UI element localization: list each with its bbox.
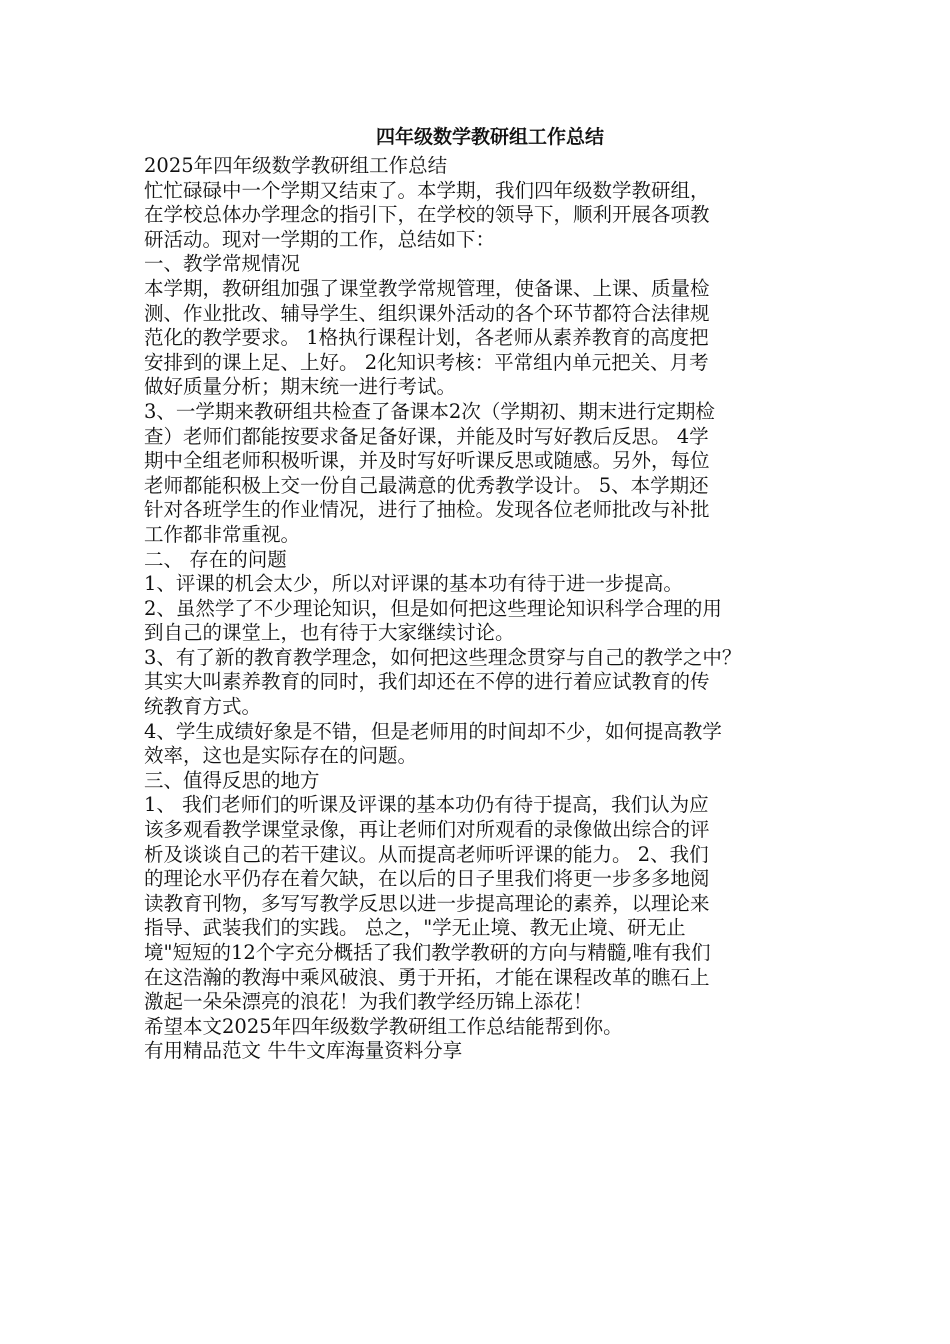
body-line: 工作都非常重视。 [144,522,301,546]
body-line: 在这浩瀚的教海中乘风破浪、勇于开拓，才能在课程改革的瞧石上 [144,965,710,989]
body-line: 2、虽然学了不少理论知识，但是如何把这些理论知识科学合理的用 [144,596,722,620]
body-line: 析及谈谈自己的若干建议。从而提高老师听评课的能力。 2、我们 [144,842,709,866]
body-line: 老师都能积极上交一份自己最满意的优秀教学设计。 5、本学期还 [144,473,709,497]
body-line: 激起一朵朵漂亮的浪花！为我们教学经历锦上添花！ [144,990,593,1014]
body-line: 指导、武装我们的实践。 总之，"学无止境、教无止境、研无止 [144,916,686,940]
body-line: 范化的教学要求。 1格执行课程计划，各老师从素养教育的高度把 [144,326,709,350]
footer-line: 有用精品范文 牛牛文库海量资料分享 [144,1039,463,1063]
body-line: 3、一学期来教研组共检查了备课本2次（学期初、期末进行定期检 [144,399,715,423]
body-line: 读教育刊物，多写写教学反思以进一步提高理论的素养，以理论来 [144,891,710,915]
body-line: 查）老师们都能按要求备足备好课，并能及时写好教后反思。 4学 [144,424,709,448]
body-line: 境"短短的12个字充分概括了我们教学教研的方向与精髓,唯有我们 [144,941,711,964]
document-title: 四年级数学教研组工作总结 [375,126,604,148]
section-heading: 二、 存在的问题 [144,547,287,571]
body-line: 的理论水平仍存在着欠缺，在以后的日子里我们将更一步多多地阅 [144,867,710,891]
body-line: 4、学生成绩好象是不错，但是老师用的时间却不少，如何提高教学 [144,719,722,743]
body-line: 效率，这也是实际存在的问题。 [144,744,418,768]
body-line: 到自己的课堂上，也有待于大家继续讨论。 [144,621,515,645]
section-heading: 一、教学常规情况 [144,252,301,276]
body-line: 忙忙碌碌中一个学期又结束了。本学期，我们四年级数学教研组， [144,178,710,202]
body-line: 研活动。现对一学期的工作，总结如下： [144,227,496,251]
body-line: 统教育方式。 [144,695,262,719]
closing-line: 希望本文2025年四年级数学教研组工作总结能帮到你。 [144,1014,623,1038]
body-line: 3、有了新的教育教学理念，如何把这些理念贯穿与自己的教学之中？ [144,645,742,669]
body-line: 做好质量分析；期末统一进行考试。 [144,375,457,399]
body-line: 其实大叫素养教育的同时，我们却还在不停的进行着应试教育的传 [144,670,710,694]
body-line: 本学期，教研组加强了课堂教学常规管理，使备课、上课、质量检 [144,276,710,300]
document-body [144,154,812,1064]
body-line: 测、作业批改、辅导学生、组织课外活动的各个环节都符合法律规 [144,301,710,325]
body-line: 该多观看教学课堂录像，再让老师们对所观看的录像做出综合的评 [144,818,710,842]
section-heading: 三、值得反思的地方 [144,768,320,792]
body-line: 2025年四年级数学教研组工作总结 [144,154,448,177]
body-line: 1、 我们老师们的听课及评课的基本功仍有待于提高，我们认为应 [144,793,709,817]
body-line: 1、评课的机会太少，所以对评课的基本功有待于进一步提高。 [144,572,683,596]
document-page [144,120,812,1064]
body-line: 针对各班学生的作业情况，进行了抽检。发现各位老师批改与补批 [144,498,710,522]
body-line: 在学校总体办学理念的指引下，在学校的领导下，顺利开展各项教 [144,203,710,227]
body-line: 安排到的课上足、上好。 2化知识考核：平常组内单元把关、月考 [144,350,709,374]
body-line: 期中全组老师积极听课，并及时写好听课反思或随感。另外，每位 [144,449,710,473]
